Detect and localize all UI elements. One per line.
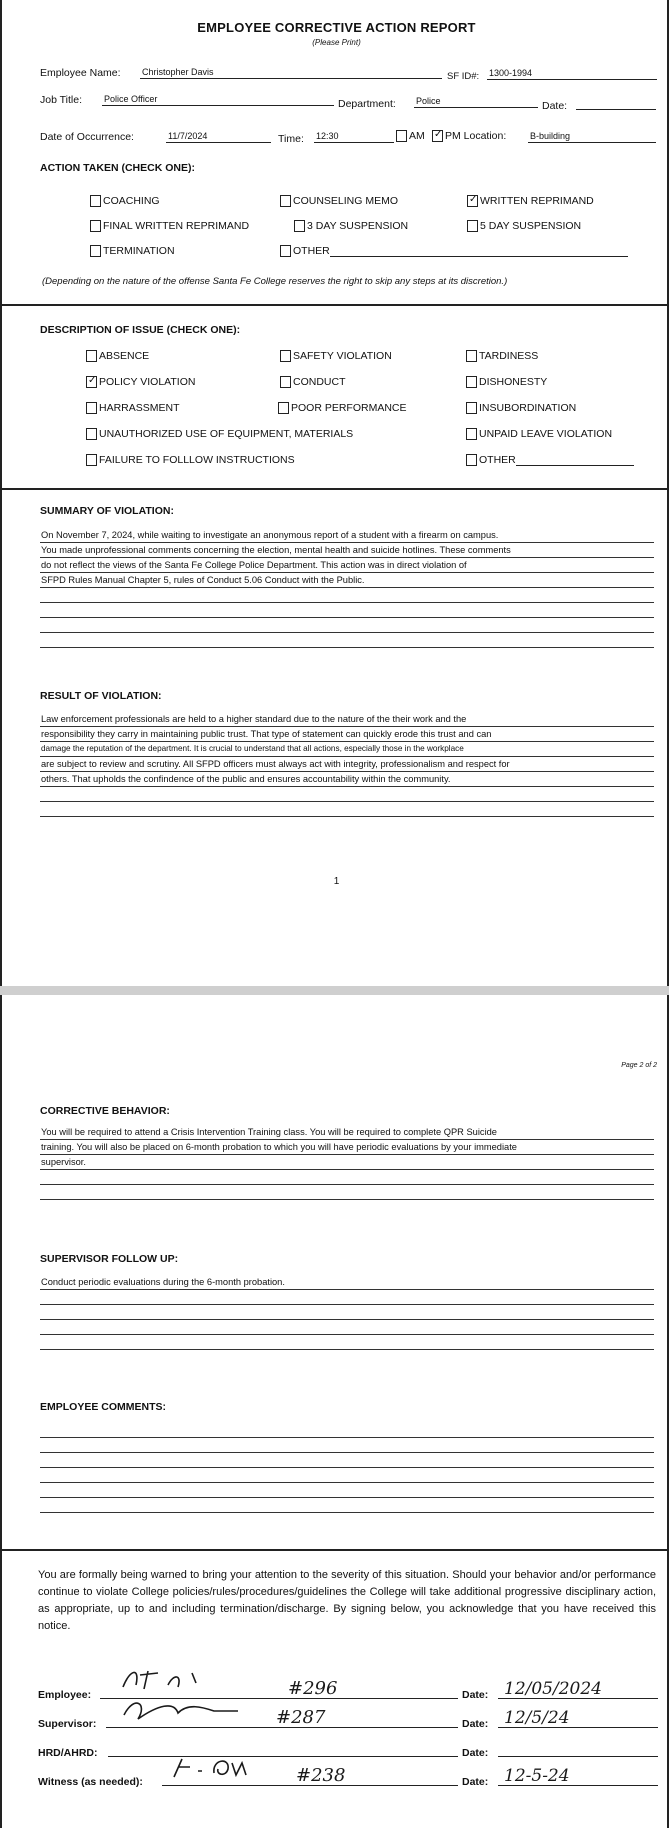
blank-line <box>40 603 654 618</box>
checkbox[interactable] <box>280 195 291 207</box>
corrective-text-block[interactable] <box>40 1125 654 1200</box>
supervisor-signature-scribble <box>118 1695 268 1728</box>
checkbox[interactable] <box>466 454 477 466</box>
employee-badge: #296 <box>288 1678 338 1699</box>
sf-id-label: SF ID#: <box>447 71 480 82</box>
supervisor-date[interactable]: 12/5/24 <box>498 1709 658 1728</box>
pm-checkbox-group[interactable] <box>432 130 506 142</box>
hrd-signature-row[interactable] <box>38 1739 658 1759</box>
am-checkbox-group[interactable] <box>396 130 425 142</box>
issue-option[interactable] <box>466 454 634 466</box>
option-label: COACHING <box>103 195 160 207</box>
summary-line: SFPD Rules Manual Chapter 5, rules of Conduct 5.06 Conduct with the Public. <box>40 573 654 588</box>
page-two-label: Page 2 of 2 <box>621 1062 657 1069</box>
option-label: WRITTEN REPRIMAND <box>480 195 594 207</box>
signature-drawing <box>118 1665 268 1693</box>
checkbox[interactable] <box>467 220 478 232</box>
witness-date-label: Date: <box>462 1776 489 1788</box>
occurrence-date-field[interactable]: 11/7/2024 <box>166 130 271 143</box>
option-label: FINAL WRITTEN REPRIMAND <box>103 220 250 232</box>
option-label: ABSENCE <box>99 350 150 362</box>
followup-heading: SUPERVISOR FOLLOW UP: <box>40 1253 179 1265</box>
action-option[interactable] <box>90 220 249 232</box>
issue-option[interactable] <box>466 376 547 388</box>
issue-option[interactable] <box>280 376 346 388</box>
issue-option[interactable] <box>86 376 195 388</box>
result-line: damage the reputation of the department. It is crucial to understand that all actions, especially those in the workplace <box>40 742 654 757</box>
job-title-label: Job Title: <box>40 94 83 106</box>
option-label: TERMINATION <box>103 245 175 257</box>
checkbox[interactable] <box>466 402 477 414</box>
action-option[interactable] <box>90 245 175 257</box>
option-label: 5 DAY SUSPENSION <box>480 220 582 232</box>
option-label: POOR PERFORMANCE <box>291 402 407 414</box>
hrd-date-label: Date: <box>462 1747 489 1759</box>
checkbox[interactable] <box>90 220 101 232</box>
date-label: Date: <box>542 100 568 112</box>
supervisor-sig-label: Supervisor: <box>38 1718 97 1730</box>
issue-option[interactable] <box>466 402 576 414</box>
section-divider <box>2 304 669 306</box>
checkbox[interactable] <box>278 402 289 414</box>
employee-name-field[interactable]: Christopher Davis <box>140 66 442 79</box>
followup-text-block[interactable] <box>40 1275 654 1350</box>
witness-signature-row[interactable] <box>38 1765 658 1788</box>
witness-signature-scribble <box>168 1753 278 1786</box>
checkbox[interactable] <box>86 402 97 414</box>
checkbox[interactable] <box>86 376 97 388</box>
occurrence-label: Date of Occurrence: <box>40 131 134 143</box>
job-title-field[interactable]: Police Officer <box>102 93 334 106</box>
action-taken-heading: ACTION TAKEN (CHECK ONE): <box>40 162 195 174</box>
option-label: COUNSELING MEMO <box>293 195 399 207</box>
employee-name-label: Employee Name: <box>40 67 121 79</box>
blank-line <box>40 1290 654 1305</box>
employee-comments-heading: EMPLOYEE COMMENTS: <box>40 1401 167 1413</box>
employee-comments-block[interactable] <box>40 1423 654 1513</box>
corrective-heading: CORRECTIVE BEHAVIOR: <box>40 1105 170 1117</box>
blank-line <box>40 1498 654 1513</box>
witness-date[interactable]: 12-5-24 <box>498 1767 658 1786</box>
issue-option[interactable] <box>466 428 612 440</box>
checkbox[interactable] <box>86 350 97 362</box>
issue-option[interactable] <box>86 428 353 440</box>
hrd-sig-label: HRD/AHRD: <box>38 1747 98 1759</box>
checkbox[interactable] <box>280 245 291 257</box>
am-checkbox[interactable] <box>396 130 407 142</box>
option-label: 3 DAY SUSPENSION <box>307 220 409 232</box>
issue-option[interactable] <box>86 350 149 362</box>
issue-option[interactable] <box>86 402 180 414</box>
signature-drawing <box>168 1753 278 1781</box>
action-option[interactable] <box>467 220 581 232</box>
action-option[interactable] <box>294 220 408 232</box>
checkbox[interactable] <box>280 350 291 362</box>
checkbox[interactable] <box>294 220 305 232</box>
issue-option[interactable] <box>466 350 538 362</box>
supervisor-badge: #287 <box>276 1707 326 1728</box>
issue-heading: DESCRIPTION OF ISSUE (CHECK ONE): <box>40 324 241 336</box>
checkbox[interactable] <box>466 376 477 388</box>
witness-sig-label: Witness (as needed): <box>38 1776 143 1788</box>
checkbox[interactable] <box>86 454 97 466</box>
option-label: DISHONESTY <box>479 376 548 388</box>
checkbox[interactable] <box>90 245 101 257</box>
option-label: FAILURE TO FOLLLOW INSTRUCTIONS <box>99 454 295 466</box>
action-note: (Depending on the nature of the offense Santa Fe College reserves the right to skip any steps at its discretion.) <box>42 276 508 287</box>
pm-location-label: PM Location: <box>445 130 507 142</box>
employee-date[interactable]: 12/05/2024 <box>498 1680 658 1699</box>
hrd-sig-line[interactable] <box>108 1756 458 1757</box>
result-line: responsibility they carry in maintaining public trust. That type of statement can quickly erode this trust and can <box>40 727 654 742</box>
section-divider <box>2 1549 669 1551</box>
summary-line: You made unprofessional comments concerning the election, mental health and suicide hotlines. These comments <box>40 543 654 558</box>
corrective-line: You will be required to attend a Crisis Intervention Training class. You will be required to complete QPR Suicide <box>40 1125 654 1140</box>
page-number: 1 <box>333 876 340 887</box>
form-title: EMPLOYEE CORRECTIVE ACTION REPORT <box>197 20 476 35</box>
employee-sig-label: Employee: <box>38 1689 92 1701</box>
checkbox[interactable] <box>90 195 101 207</box>
checkbox[interactable] <box>466 428 477 440</box>
option-label: OTHER <box>479 454 516 466</box>
blank-line <box>40 1423 654 1438</box>
time-field[interactable]: 12:30 <box>314 130 394 143</box>
option-label: INSUBORDINATION <box>479 402 577 414</box>
location-field[interactable]: B-building <box>528 130 656 143</box>
am-label: AM <box>409 130 425 142</box>
result-line: others. That upholds the confindence of the public and ensures accountability within the community. <box>40 772 654 787</box>
time-label: Time: <box>278 133 304 145</box>
hrd-date[interactable] <box>498 1756 658 1757</box>
result-text-block[interactable] <box>40 712 654 817</box>
blank-line <box>40 1483 654 1498</box>
option-label: HARRASSMENT <box>99 402 180 414</box>
blank-line <box>40 588 654 603</box>
option-label: SAFETY VIOLATION <box>293 350 392 362</box>
date-field[interactable] <box>576 97 656 110</box>
blank-line <box>40 802 654 817</box>
employee-date-label: Date: <box>462 1689 489 1701</box>
issue-option[interactable] <box>278 402 407 414</box>
witness-badge: #238 <box>296 1765 346 1786</box>
supervisor-signature-row[interactable] <box>38 1707 658 1730</box>
checkbox[interactable] <box>467 195 478 207</box>
page-two <box>0 995 669 1828</box>
supervisor-date-label: Date: <box>462 1718 489 1730</box>
option-label: POLICY VIOLATION <box>99 376 196 388</box>
other-line[interactable] <box>516 455 634 466</box>
option-label: UNPAID LEAVE VIOLATION <box>479 428 613 440</box>
option-label: UNAUTHORIZED USE OF EQUIPMENT, MATERIALS <box>99 428 354 440</box>
checkbox[interactable] <box>280 376 291 388</box>
followup-line: Conduct periodic evaluations during the 6-month probation. <box>40 1275 654 1290</box>
warning-text: You are formally being warned to bring your attention to the severity of this situation. Should your behavior and/or performance continue to violate College policies/rules/procedures/guidelines the College will take additional progressive disciplinary action, as appropriate, up to and including termination/discharge. By signing below, you acknowledge that you have received this notice. <box>38 1569 656 1632</box>
blank-line <box>40 1170 654 1185</box>
corrective-line: training. You will also be placed on 6-month probation to which you will have periodic evaluations by your immediate <box>40 1140 654 1155</box>
result-line: are subject to review and scrutiny. All SFPD officers must always act with integrity, professionalism and respect for <box>40 757 654 772</box>
summary-text-block[interactable] <box>40 528 654 648</box>
other-line[interactable] <box>330 246 628 257</box>
employee-signature-scribble <box>118 1665 268 1699</box>
section-divider <box>2 488 669 490</box>
result-heading: RESULT OF VIOLATION: <box>40 690 162 702</box>
blank-line <box>40 787 654 802</box>
issue-option[interactable] <box>280 350 392 362</box>
summary-line: On November 7, 2024, while waiting to investigate an anonymous report of a student with a firearm on campus. <box>40 528 654 543</box>
pm-checkbox[interactable] <box>432 130 443 142</box>
option-label: TARDINESS <box>479 350 539 362</box>
blank-line <box>40 1185 654 1200</box>
blank-line <box>40 1320 654 1335</box>
option-label: CONDUCT <box>293 376 346 388</box>
summary-line: do not reflect the views of the Santa Fe College Police Department. This action was in direct violation of <box>40 558 654 573</box>
action-option[interactable] <box>90 195 160 207</box>
action-option[interactable] <box>280 195 398 207</box>
form-subtitle: (Please Print) <box>312 38 361 47</box>
blank-line <box>40 633 654 648</box>
corrective-line: supervisor. <box>40 1155 654 1170</box>
blank-line <box>40 1453 654 1468</box>
blank-line <box>40 618 654 633</box>
summary-heading: SUMMARY OF VIOLATION: <box>40 505 174 517</box>
blank-line <box>40 1335 654 1350</box>
option-label: OTHER <box>293 245 330 257</box>
action-option[interactable] <box>280 245 628 257</box>
department-label: Department: <box>338 98 396 110</box>
result-line: Law enforcement professionals are held to a higher standard due to the nature of the their work and the <box>40 712 654 727</box>
blank-line <box>40 1468 654 1483</box>
department-field[interactable]: Police <box>414 95 538 108</box>
issue-option[interactable] <box>86 454 295 466</box>
checkbox[interactable] <box>466 350 477 362</box>
action-option[interactable] <box>467 195 594 207</box>
sf-id-field[interactable]: 1300-1994 <box>487 67 657 80</box>
blank-line <box>40 1305 654 1320</box>
blank-line <box>40 1438 654 1453</box>
signature-drawing <box>118 1695 268 1723</box>
checkbox[interactable] <box>86 428 97 440</box>
